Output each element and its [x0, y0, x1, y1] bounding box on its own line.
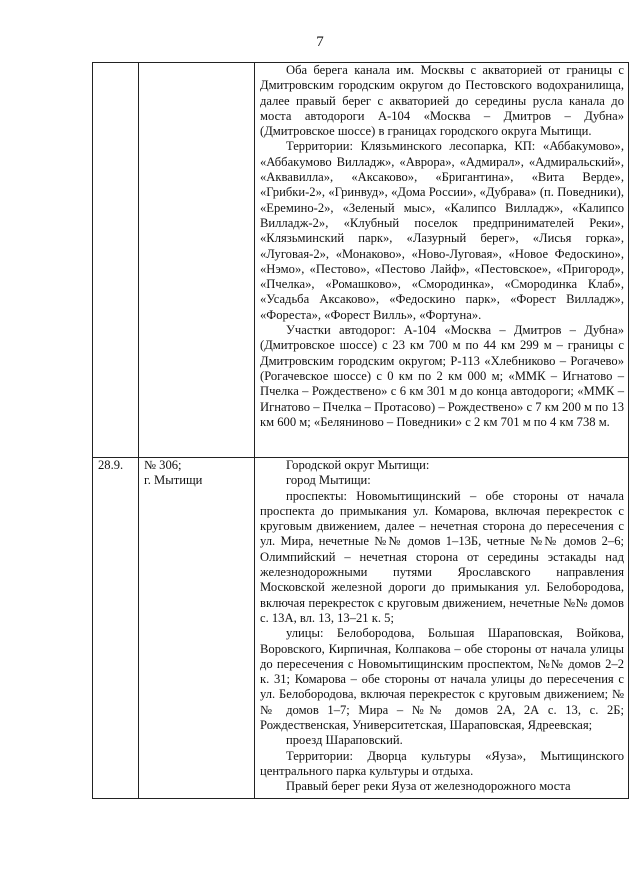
paragraph: проспекты: Новомытищинский – обе стороны от начала проспекта до примыкания ул. Комарова, включая перекресток с круговым движением, далее – нечетная сторона до пересечения с ул. Мира, нечетные №№ домов 1–13Б, четные №№ домов 2–6; Олимпийский – нечетная сторона от середины эстакады над железнодорожными путями Ярославского направления Московской железной дороги до примыкания ул. Белобородова, включая перекресток с круговым движением, нечетные №№ домов с. 13А, вл. 13, 13–21 к. 5; [260, 488, 624, 625]
paragraph: Участки автодорог: А-104 «Москва – Дмитров – Дубна» (Дмитровское шоссе) с 23 км 700 м по 44 км 299 м – границы с Дмитровским городским округом; Р-113 «Хлебниково – Рогачево» (Рогачевское шоссе) с 0 км по 2 км 000 м; «ММК – Игнатово – Пчелка – Рождествено» с 6 км 301 м до конца автодороги; «ММК – Игнатово – Пчелка – Протасово) – Рождествено» с 7 км 200 м по 13 км 600 м; «Беляниново – Поведники» с 2 км 701 м по 4 км 738 м. [260, 323, 624, 429]
districts-table [92, 62, 629, 799]
district-cell [139, 63, 255, 458]
paragraph: проезд Шараповский. [286, 733, 403, 748]
paragraph: Оба берега канала им. Москвы с акваторией от границы с Дмитровским городским округом до Пестовского водохранилища, далее правый берег с акваторией до середины русла канала до моста автодороги А-104 «Москва – Дмитров – Дубна» (Дмитровское шоссе) в границах городского округа Мытищи. [260, 63, 624, 139]
paragraph: Правый берег реки Яуза от железнодорожного моста [286, 779, 571, 794]
row-number-cell [93, 63, 139, 458]
description-cell [255, 458, 629, 799]
paragraph: Территории: Клязьминского лесопарка, КП: «Аббакумово», «Аббакумово Вилладж», «Аврора», «Адмирал», «Адмиральский», «Аквавилла», «Аксаково», «Бригантина», «Вита Верде», «Грибки-2», «Гринвуд», «Дома России», «Дубрава» (п. Поведники), «Еремино-2», «Зеленый мыс», «Калипсо Вилладж», «Калипсо Вилладж-2», «Клубный поселок предпринимателей Реки», «Клязьминский парк», «Лазурный берег», «Лисья горка», «Луговая-2», «Монаково», «Ново-Луговая», «Новое Федоскино», «Нэмо», «Пестово», «Пестово Лайф», «Пестовское», «Пригород», «Пчелка», «Ромашково», «Смородинка», «Смородинка Клаб», «Усадьба Аксаково», «Федоскино парк», «Форест Вилладж», «Фореста», «Форест Вилль», «Фортуна». [260, 139, 624, 322]
table-row [93, 458, 629, 799]
paragraph: улицы: Белобородова, Большая Шараповская, Войкова, Воровского, Кирпичная, Колпакова – обе стороны от начала улицы до пересечения с Новомытищинским проспектом, №№ домов 2–2 к. 31; Комарова – обе стороны от начала улицы до пересечения с ул. Белобородова, включая перекресток с круговым движением; №№ домов 1–7; Мира – №№ домов 2А, 2А с. 13, с. 2Б; Рождественская, Университетская, Шараповская, Ядреевская; [260, 626, 624, 733]
paragraph: Территории: Дворца культуры «Яуза», Мытищинского центрального парка культуры и отдыха. [260, 748, 624, 778]
paragraph: город Мытищи: [286, 473, 371, 488]
row-number-cell: 28.9. [93, 458, 139, 799]
district-text: № 306; г. Мытищи [144, 458, 203, 488]
description-cell [255, 63, 629, 458]
page-number: 7 [316, 34, 324, 50]
table-row [93, 63, 629, 458]
paragraph: Городской округ Мытищи: [286, 458, 430, 472]
district-cell [139, 458, 255, 799]
